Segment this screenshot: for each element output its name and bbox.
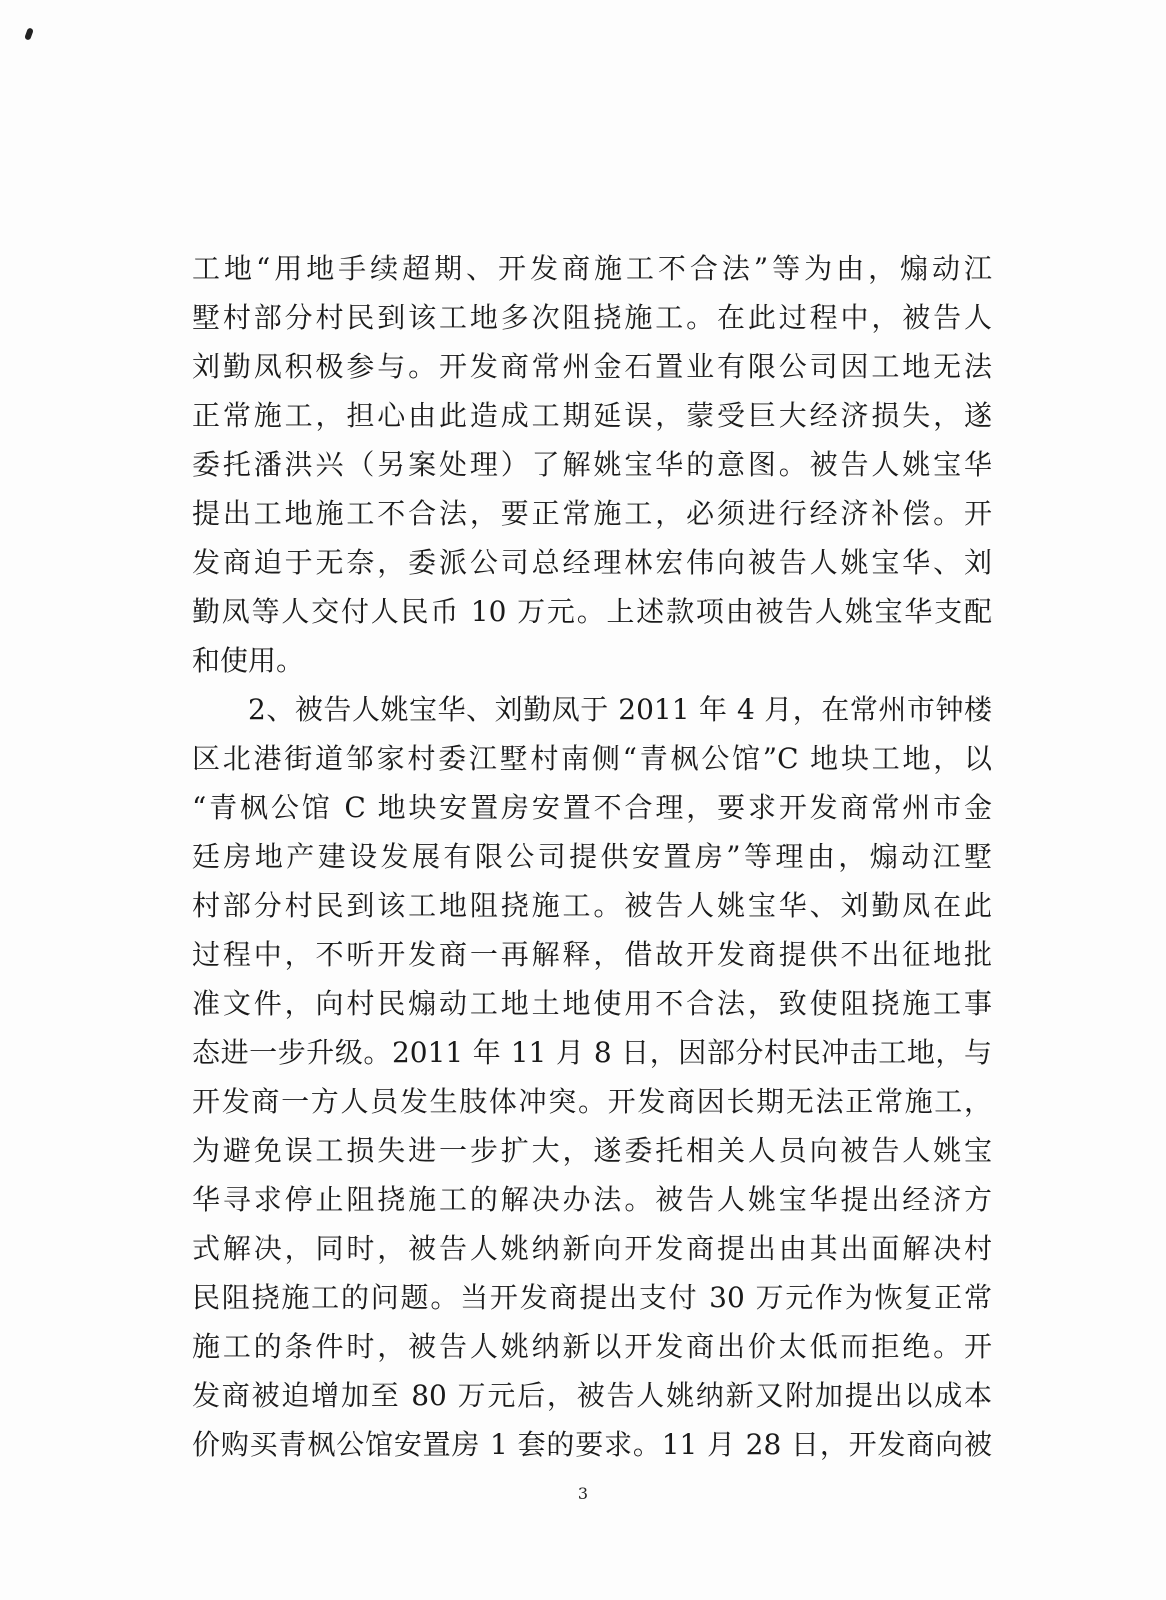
text-line: 态进一步升级。2011 年 11 月 8 日，因部分村民冲击工地，与 [192, 1036, 992, 1069]
text-line: 发商被迫增加至 80 万元后，被告人姚纳新又附加提出以成本 [192, 1379, 992, 1412]
ink-speck [24, 27, 34, 40]
text-line: 过程中，不听开发商一再解释，借故开发商提供不出征地批 [192, 938, 992, 971]
text-line: 华寻求停止阻挠施工的解决办法。被告人姚宝华提出经济方 [192, 1183, 992, 1216]
text-line: 发商迫于无奈，委派公司总经理林宏伟向被告人姚宝华、刘 [192, 546, 992, 579]
text-line: 施工的条件时，被告人姚纳新以开发商出价太低而拒绝。开 [192, 1330, 992, 1363]
text-line: 刘勤凤积极参与。开发商常州金石置业有限公司因工地无法 [192, 350, 992, 383]
paragraph-start-line: 2、被告人姚宝华、刘勤凤于 2011 年 4 月，在常州市钟楼 [248, 693, 992, 726]
body-text [192, 244, 992, 1469]
text-line: 勤凤等人交付人民币 10 万元。上述款项由被告人姚宝华支配 [192, 595, 992, 628]
text-line: 价购买青枫公馆安置房 1 套的要求。11 月 28 日，开发商向被 [192, 1428, 992, 1461]
text-line: 准文件，向村民煽动工地土地使用不合法，致使阻挠施工事 [192, 987, 992, 1020]
text-line: 区北港街道邹家村委江墅村南侧“青枫公馆”C 地块工地，以 [192, 742, 992, 775]
text-line: “青枫公馆 C 地块安置房安置不合理，要求开发商常州市金 [192, 791, 992, 824]
text-line: 廷房地产建设发展有限公司提供安置房”等理由，煽动江墅 [192, 840, 992, 873]
text-line: 和使用。 [192, 644, 305, 677]
text-line: 委托潘洪兴（另案处理）了解姚宝华的意图。被告人姚宝华 [192, 448, 992, 481]
text-line: 正常施工，担心由此造成工期延误，蒙受巨大经济损失，遂 [192, 399, 992, 432]
text-line: 墅村部分村民到该工地多次阻挠施工。在此过程中，被告人 [192, 301, 992, 334]
text-line: 工地“用地手续超期、开发商施工不合法”等为由，煽动江 [192, 252, 992, 285]
text-line: 式解决，同时，被告人姚纳新向开发商提出由其出面解决村 [192, 1232, 992, 1265]
text-line: 为避免误工损失进一步扩大，遂委托相关人员向被告人姚宝 [192, 1134, 992, 1167]
text-line: 村部分村民到该工地阻挠施工。被告人姚宝华、刘勤凤在此 [192, 889, 992, 922]
text-line: 民阻挠施工的问题。当开发商提出支付 30 万元作为恢复正常 [192, 1281, 992, 1314]
text-line: 提出工地施工不合法，要正常施工，必须进行经济补偿。开 [192, 497, 992, 530]
page-number: 3 [577, 1484, 589, 1503]
text-line: 开发商一方人员发生肢体冲突。开发商因长期无法正常施工， [192, 1085, 992, 1118]
